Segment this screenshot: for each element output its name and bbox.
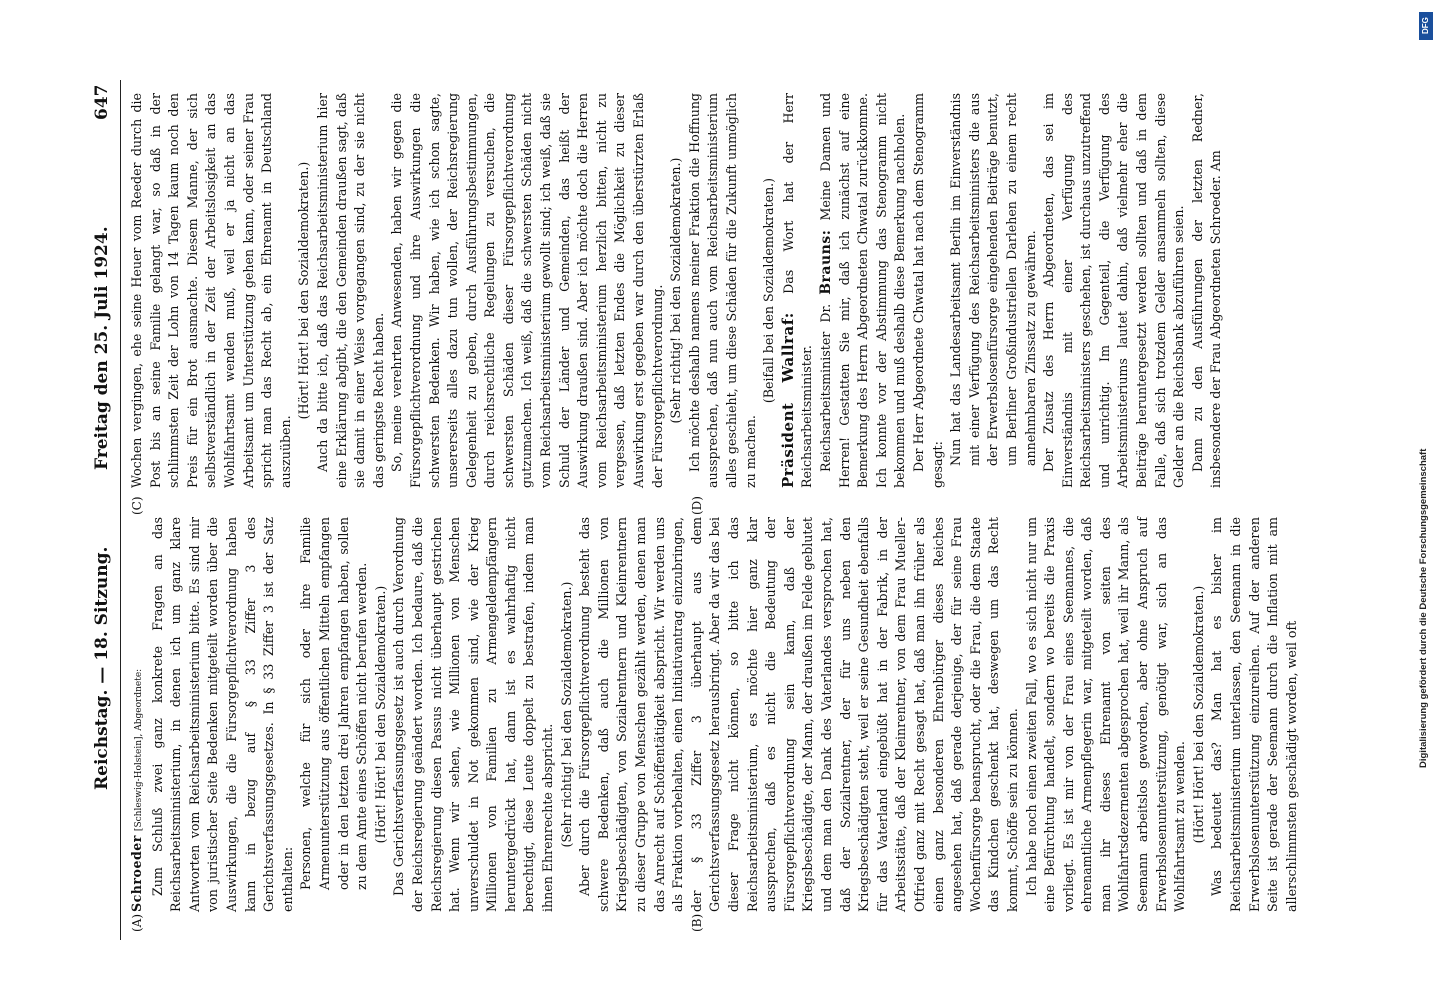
paragraph: Aber durch die Fürsorgepflichtverordnung besteht das schwere Bedenken, daß auch die Millionen von Kriegsbeschädigten, von Sozialrentnern und Kleinrentnern zu dieser Gruppe von Menschen gezählt werden, denen man das Anrecht auf Schöffentätigkeit abspricht. Wir werden uns als Fraktion vorbehalten, einen Initiativantrag einzubringen, der § 33 Ziffer 3 überhaupt aus dem Gerichtsverfassungsgesetz herausbringt. Aber da wir das bei dieser Frage nicht können, so bitte ich das Reichsarbeitsministerium, es möchte hier ganz klar aussprechen, daß es nicht die Bedeutung der Fürsorgepflichtverordnung sein kann, daß der Kriegsbeschädigte, der Mann, der draußen im Felde geblutet und dem man den Dank des Vaterlandes versprochen hat, daß der Sozialrentner, der für uns neben den Kriegsbeschädigten steht, weil er seine Gesundheit ebenfalls für das Vaterland eingebüßt hat in der Fabrik, in der Arbeitsstätte, daß der Kleinrentner, von dem Frau Mueller-Otfried ganz mit Recht gesagt hat, daß man ihn früher als einen ganz besonderen Ehrenbürger dieses Reiches angesehen hat, daß gerade derjenige, der für seine Frau Wochenfürsorge beansprucht, oder die Frau, die dem Staate das Kindchen geschenkt hat, deswegen um das Recht kommt, Schöffe sein zu können. <box>577 517 1020 912</box>
paragraph: Wochen vergingen, ehe seine Heuer vom Reeder durch die Post bis an seine Familie gelangt war, so daß in der schlimmsten Zeit der Lohn von 14 Tagen kaum noch den Preis für ein Brot ausmachte. Diesem Manne, der sich selbstverständlich in der Zeit der Arbeitslosigkeit an das Wohlfahrtsamt wenden muß, weil er ja nicht an das Arbeitsamt um Unterstützung gehen kann, oder seiner Frau spricht man das Recht ab, ein Ehrenamt in Deutschland auszuüben. <box>129 93 293 488</box>
paragraph: Was bedeutet das? Man hat es bisher im Reichsarbeitsministerium unterlassen, den Seemann in die Erwerbslosenunterstützung einzureihen. Auf der anderen Seite ist gerade der Seemann durch die Inflation mit am allerschlimmsten geschädigt worden, weil oft <box>1209 517 1299 912</box>
dfg-logo: DFG <box>1419 12 1433 40</box>
interjection: (Sehr richtig! bei den Sozialdemokraten.) <box>668 157 684 424</box>
president-text: Das Wort hat der Herr Reichsarbeitsminister. <box>780 93 815 488</box>
header-left: Reichstag. — 18. Sitzung. <box>92 546 112 790</box>
president-statement <box>779 93 817 488</box>
paragraph: Auch da bitte ich, daß das Reichsarbeitsministerium hier eine Erklärung abgibt, die den Gemeinden draußen sagt, daß sie damit in einer Weise vorgegangen sind, zu der sie nicht das geringste Recht haben. <box>314 93 386 488</box>
interjection: (Beifall bei den Sozialdemokraten.) <box>761 177 777 404</box>
paragraph: So, meine verehrten Anwesenden, haben wir gegen die Fürsorgepflichtverordnung und ihre Auswirkungen die schwersten Bedenken. Wir haben, wie ich schon sagte, unsererseits alles dazu tun wollen, der Reichsregierung Gelegenheit zu geben, durch Ausführungsbestimmungen, durch reichsrechtliche Regelungen zu versuchen, die schwersten Schäden dieser Fürsorgepflichtverordnung gutzumachen. Ich weiß, daß die schwersten Schäden nicht vom Reichsarbeitsministerium gewollt sind; ich weiß, daß sie Schuld der Länder und Gemeinden, das heißt der Auswirkung draußen sind. Aber ich möchte doch die Herren vom Reichsarbeitsministerium herzlich bitten, nicht zu vergessen, daß letzten Endes die Möglichkeit zu dieser Auswirkung erst gegeben war durch den überstürzten Erlaß der Fürsorgepflichtverordnung. <box>389 93 665 488</box>
margin-marker-d: (D) <box>690 496 704 515</box>
paragraph: Der Herr Abgeordnete Chwatal hat nach dem Stenogramm gesagt: <box>910 93 945 488</box>
speaker-role: [Schleswig-Holstein], Abgeordnete: <box>134 668 144 832</box>
minister-prefix: Reichsarbeitsminister Dr. <box>817 303 833 472</box>
margin-marker-a: (A) <box>130 913 144 932</box>
minister-name: Brauns: <box>817 229 834 295</box>
paragraph: Das Gerichtsverfassungsgesetz ist auch durch Verordnung der Reichsregierung geändert worden. Ich bedaure, daß die Reichsregierung diesen Passus nicht überhaupt gestrichen hat. Wenn wir sehen, wie Millionen von Menschen unverschuldet in Not gekommen sind, wie der Krieg Millionen von Familien zu Armengeldempfängern heruntergedrückt hat, dann ist es wahrhaftig nicht berechtigt, diese Leute doppelt zu bestrafen, indem man ihnen Ehrenrechte abspricht. <box>391 517 556 912</box>
header-date: Freitag den 25. Juli 1924. <box>92 226 112 470</box>
interjection: (Hört! Hört! bei den Sozialdemokraten.) <box>1190 585 1206 844</box>
margin-marker-c: (C) <box>130 496 144 515</box>
quote: Personen, welche für sich oder ihre Familie Armenunterstützung aus öffentlichen Mitteln empfangen oder in den letzten drei Jahren empfangen haben, sollen zu dem Amte eines Schöffen nicht berufen werden. <box>298 517 370 890</box>
paragraph: Zum Schluß zwei ganz konkrete Fragen an das Reichsarbeitsministerium, in denen ich um ganz klare Antworten vom Reichsarbeitsministerium bitte. Es sind mir von juristischer Seite Bedenken mitgeteilt worden über die Auswirkungen, die die Fürsorgepflichtverordnung haben kann in bezug auf § 33 Ziffer 3 des Gerichtsverfassungsgesetzes. In § 33 Ziffer 3 ist der Satz enthalten: <box>149 517 295 912</box>
right-column <box>128 93 1226 488</box>
paragraph: Der Zusatz des Herrn Abgeordneten, das sei im Einverständnis mit einer Verfügung des Reichsarbeitsministers geschehen, ist durchaus unzutreffend und unrichtig. Im Gegenteil, die Verfügung des Arbeitsministeriums lautet dahin, daß vielmehr eher die Beiträge heruntergesetzt werden sollten und daß in dem Falle, daß sich trotzdem Gelder ansammeln sollten, diese Gelder an die Reichsbank abzuführen seien. <box>1041 93 1187 488</box>
president-label: Präsident Wallraf: <box>778 312 797 488</box>
interjection: (Hört! Hört! bei den Sozialdemokraten.) <box>372 585 388 844</box>
quote: Nun hat das Landesarbeitsamt Berlin im Einverständnis mit einer Verfügung des Reichsarbeitsministers die aus der Erwerbslosenfürsorge eingehenden Beiträge benutzt, um Berliner Großindustriellen Darlehen zu einem recht annehmbaren Zinssatz zu gewähren. <box>948 93 1038 466</box>
page-header <box>90 80 120 940</box>
dfg-credit <box>1418 8 1434 768</box>
interjection: (Hört! Hört! bei den Sozialdemokraten.) <box>296 161 312 420</box>
minister-statement <box>817 93 910 488</box>
margin-marker-b: (B) <box>690 913 704 932</box>
paragraph: Ich möchte deshalb namens meiner Fraktion die Hoffnung aussprechen, daß nun auch vom Reichsarbeitsministerium alles geschieht, um diese Schäden für die Zukunft unmöglich zu machen. <box>686 93 758 488</box>
page-number: 647 <box>92 84 112 120</box>
left-column <box>128 517 1301 912</box>
speaker-intro <box>128 517 149 912</box>
paragraph: Ich habe noch einen zweiten Fall, wo es sich nicht nur um eine Befürchtung handelt, sondern wo bereits die Praxis vorliegt. Es ist mir von der Frau eines Seemannes, die ehrenamtliche Armenpflegerin war, mitgeteilt worden, daß man ihr dieses Ehrenamt von seiten des Wohlfahrtsdezernenten abgesprochen hat, weil ihr Mann, als Seemann arbeitslos geworden, aber ohne Anspruch auf Erwerbslosenunterstützung, genötigt war, sich an das Wohlfahrtsamt zu wenden. <box>1023 517 1188 912</box>
speaker-name: Schroeder <box>129 835 144 912</box>
paragraph: Dann zu den Ausführungen der letzten Redner, insbesondere der Frau Abgeordneten Schroeder. Am <box>1189 93 1224 488</box>
header-rule <box>120 80 121 940</box>
dfg-credit-text: Digitalisierung gefördert durch die Deutsche Forschungsgemeinschaft <box>1418 448 1429 768</box>
interjection: (Sehr richtig! bei den Sozialdemokraten.) <box>558 581 574 848</box>
minister-text: Meine Damen und Herren! Gestatten Sie mir, daß ich zunächst auf eine Bemerkung des Herrn Abgeordneten Chwatal zurückkomme. Ich konnte vor der Abstimmung das Stenogramm nicht bekommen und muß deshalb diese Bemerkung nachholen. <box>817 92 908 488</box>
rotated-page-content <box>90 80 1350 940</box>
